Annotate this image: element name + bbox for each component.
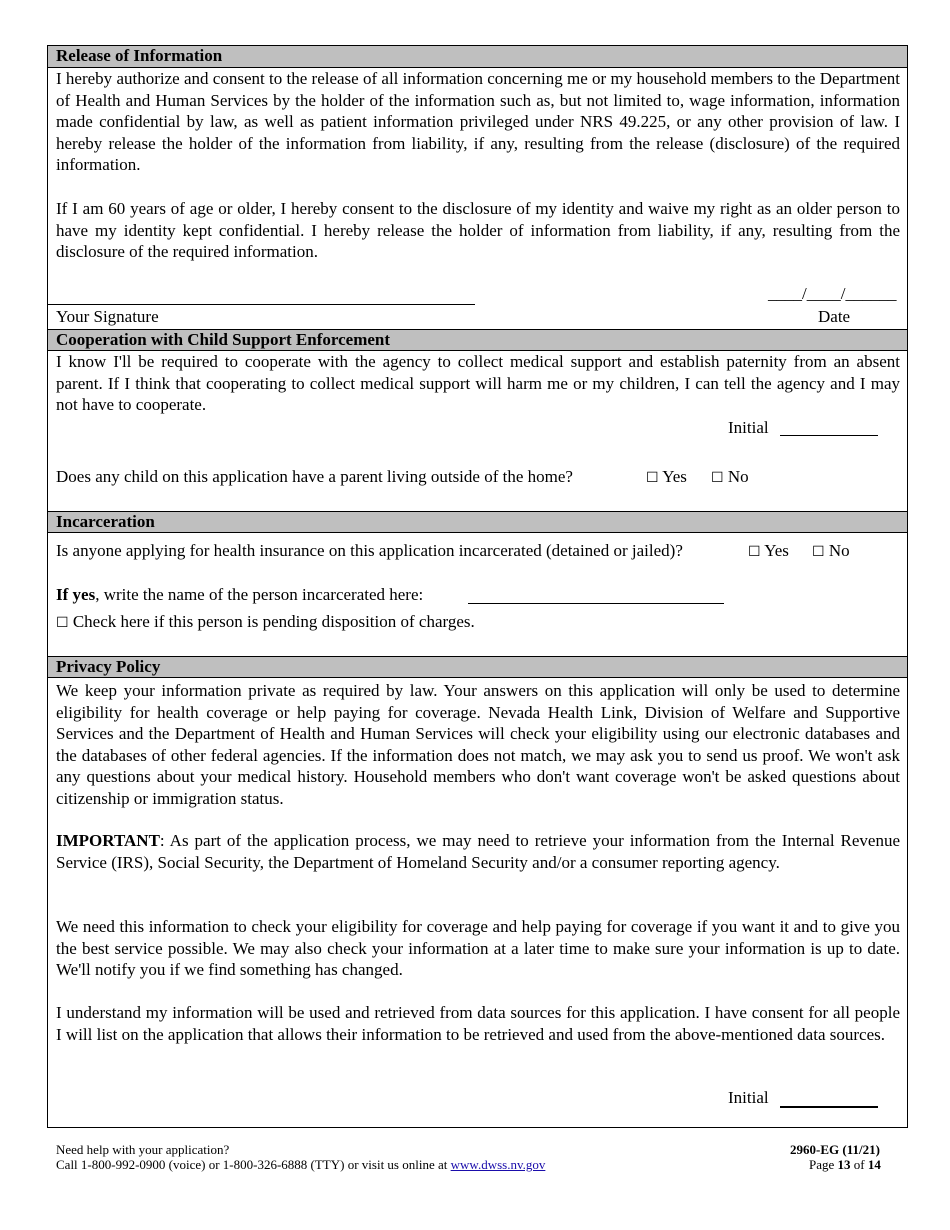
form-id: 2960-EG (11/21) (790, 1142, 880, 1157)
date-field[interactable]: ____/____/______ (768, 284, 897, 303)
privacy-initial-field[interactable] (780, 1106, 878, 1108)
child-support-heading: Cooperation with Child Support Enforcement (48, 329, 907, 351)
child-support-question: Does any child on this application have a parent living outside of the home? (56, 467, 573, 486)
if-yes-rest: , write the name of the person incarcerated here: (95, 585, 424, 604)
child-support-initial-field[interactable] (780, 435, 878, 436)
incarceration-yes-option[interactable] (748, 540, 789, 563)
incarceration-heading: Incarceration (48, 511, 907, 533)
child-support-no-option[interactable] (711, 466, 749, 489)
no-label: No (828, 541, 850, 560)
no-label: No (727, 467, 749, 486)
release-heading: Release of Information (48, 46, 907, 68)
yes-label: Yes (662, 467, 687, 486)
incarcerated-name-field[interactable] (468, 603, 724, 604)
privacy-paragraph-3: We need this information to check your eligibility for coverage and help paying for coverage if you want it and to give you the best service possible. We may also check your information at a later time to make sure your information is up to date. We'll notify you if we find something has changed. (56, 917, 900, 979)
release-paragraph-2: If I am 60 years of age or older, I hereby consent to the disclosure of my identity and waive my right as an older person to have my identity kept confidential. I hereby release the holder of information from liability, if any, resulting from the disclosure of the required information. (56, 199, 900, 261)
pending-charges-option[interactable] (56, 611, 475, 634)
pending-charges-label: Check here if this person is pending disposition of charges. (72, 612, 475, 631)
dwss-website-link[interactable]: www.dwss.nv.gov (450, 1157, 546, 1172)
privacy-initial-label: Initial (728, 1088, 769, 1107)
important-bold: IMPORTANT (56, 831, 160, 850)
privacy-paragraph-4: I understand my information will be used and retrieved from data sources for this application. I have consent for all people I will list on the application that allows their information to be retrieved and used from the above-mentioned data sources. (56, 1003, 900, 1044)
application-form-page (47, 45, 908, 1128)
incarceration-question: Is anyone applying for health insurance on this application incarcerated (detained or jailed)? (56, 541, 683, 560)
page-total: 14 (867, 1157, 881, 1172)
incarceration-no-option[interactable] (812, 540, 850, 563)
checkbox-icon[interactable]: ☐ (56, 615, 69, 631)
child-support-initial-label: Initial (728, 418, 769, 437)
incarceration-if-yes-label (56, 584, 423, 605)
child-support-paragraph: I know I'll be required to cooperate with the agency to collect medical support and establish paternity from an absent parent. If I think that cooperating to collect medical support will harm me or my children, I can tell the agency and I may not have to cooperate. (56, 352, 900, 414)
checkbox-icon[interactable]: ☐ (711, 470, 724, 486)
page-number (809, 1157, 881, 1173)
privacy-paragraph-2-text: : As part of the application process, we may need to retrieve your information from the Internal Revenue Service (IRS), Social Security, the Department of Homeland Security and/or a consumer reporting agency. (56, 831, 900, 872)
privacy-paragraph-2 (56, 830, 900, 873)
privacy-heading: Privacy Policy (48, 656, 907, 678)
footer-contact (56, 1157, 545, 1173)
child-support-yes-option[interactable] (646, 466, 687, 489)
privacy-paragraph-1: We keep your information private as required by law. Your answers on this application will only be used to determine eligibility for health coverage or help paying for coverage. Nevada Health Link, Division of Welfare and Supportive Services and the Department of Health and Human Services will check your eligibility using our electronic databases and the databases of other federal agencies. If the information does not match, we may ask you to send us proof. We won't ask any questions about your medical history. Household members who don't want coverage won't be asked questions about citizenship or immigration status. (56, 681, 900, 808)
signature-label: Your Signature (56, 307, 159, 326)
footer-help: Need help with your application? (56, 1142, 230, 1157)
of-word: of (853, 1157, 865, 1172)
checkbox-icon[interactable]: ☐ (812, 544, 825, 560)
checkbox-icon[interactable]: ☐ (646, 470, 659, 486)
footer-call: Call 1-800-992-0900 (voice) or 1-800-326-6888 (TTY) or visit us online at (56, 1157, 448, 1172)
checkbox-icon[interactable]: ☐ (748, 544, 761, 560)
yes-label: Yes (764, 541, 789, 560)
page-current: 13 (837, 1157, 851, 1172)
date-label: Date (818, 307, 851, 326)
signature-line[interactable] (48, 304, 475, 305)
if-yes-bold: If yes (56, 585, 96, 604)
release-paragraph-1: I hereby authorize and consent to the release of all information concerning me or my household members to the Department of Health and Human Services by the holder of the information such as, but not limited to, wage information, information made confidential by law, as well as patient information privileged under NRS 49.225, or any other provision of law. I hereby release the holder of the information from liability, if any, resulting from the release (disclosure) of the required information. (56, 69, 900, 174)
page-word: Page (809, 1157, 835, 1172)
